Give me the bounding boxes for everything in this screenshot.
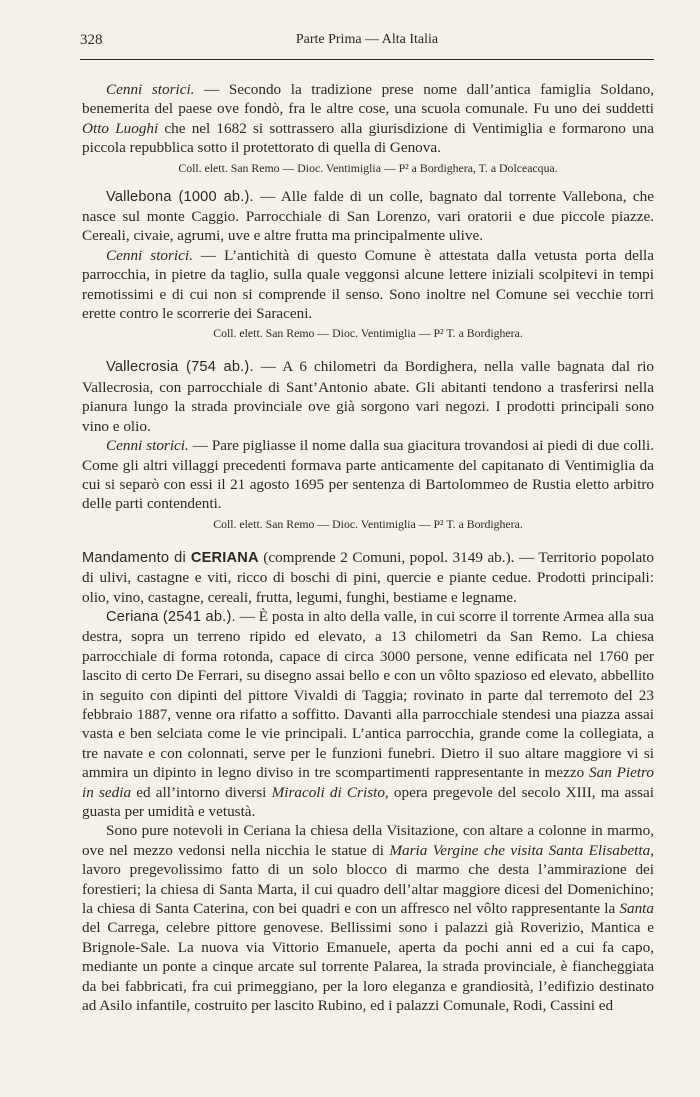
- vallecrosia-history: Cenni storici. — Pare pigliasse il nome dalla sua giacitura trovandosi ai piedi di due colli. Come gli altri villaggi precedenti formava parte anticamente del capitanato di Ventimiglia da cui si separò con essi il 21 agosto 1695 per sentenza di Bartolommeo de Rustia eletto arbitro delle parti contendenti.: [82, 437, 654, 513]
- mandamento-name: CERIANA: [190, 549, 259, 566]
- ceriana-name: Ceriana (2541 ab.).: [106, 608, 236, 625]
- header-rule: [80, 59, 654, 60]
- vallecrosia-coll: Coll. elett. San Remo — Dioc. Ventimiglia — P² T. a Bordighera.: [213, 516, 523, 531]
- soldano-history: Cenni storici. — Secondo la tradizione prese nome dall’antica famiglia Soldano, benemerita del paese ove fondò, fra le altre cose, una scuola comunale. Fu uno dei suddetti Otto Luoghi che nel 1682 si sottrassero alla giurisdizione di Ventimiglia e formarono una piccola repubblica sotto il protettorato di quella di Genova.: [82, 81, 655, 157]
- running-header: [80, 32, 654, 54]
- page-number: 328: [80, 32, 103, 48]
- vallebona-history: Cenni storici. — L’antichità di questo Comune è attestata dalla vetusta porta della parrocchia, in pietre da taglio, sulla quale veggonsi alcune lettere iniziali scolpitevi in tempi remotissimi e di cui non si comprende il senso. Sono inoltre nel Comune sei vecchie torri erette contro le scorrerie dei Saraceni.: [82, 246, 654, 323]
- vallebona-coll: Coll. elett. San Remo — Dioc. Ventimiglia — P² T. a Bordighera.: [213, 326, 523, 341]
- running-title: Parte Prima — Alta Italia: [295, 32, 439, 47]
- page-body: [82, 80, 654, 1015]
- soldano-coll: Coll. elett. San Remo — Dioc. Ventimiglia — P² a Bordighera, T. a Dolceacqua.: [178, 160, 558, 175]
- vallebona-entry: Vallebona (1000 ab.). — Alle falde di un colle, bagnato dal torrente Vallebona, che nasce sul monte Caggio. Parrocchiale di San Lorenzo, vari oratorii e due piccole piazze. Cereali, civaie, agrumi, uve e altre frutta ma principalmente ulive.: [82, 187, 654, 245]
- ceriana-notevoli: Sono pure notevoli in Ceriana la chiesa della Visitazione, con altare a colonne in marmo, ove nel mezzo vedonsi nella nicchia le statue di Maria Vergine che visita Santa Elisabetta, lavoro pregevolissimo fatto di un solo blocco di marmo che desta l’ammirazione dei forestieri; la chiesa di Santa Marta, il cui quadro dell’altar maggiore dicesi del Domenichino; la chiesa di Santa Caterina, con bei quadri e con un affresco nel vôlto rappresentante la Santa del Carrega, celebre pittore genovese. Bellissimi sono i palazzi già Roverizio, Mantica e Brignole-Sale. La nuova via Vittorio Emanuele, aperta da pochi anni ed a cui fa capo, mediante un ponte a cinque arcate sul torrente Palarea, la strada provinciale, è fiancheggiata da bei fabbricati, fra cui primeggiano, per la loro eleganza e grandiosità, l’edifizio destinato ad Asilo infantile, costruito per lascito Rubino, ed i palazzi Comunale, Rodi, Cassini ed: [82, 822, 654, 1015]
- vallecrosia-name: Vallecrosia (754 ab.).: [106, 359, 254, 376]
- mandamento-entry: Mandamento di CERIANA (comprende 2 Comuni, popol. 3149 ab.). — Territorio popolato di ulivi, castagne e viti, ricco di boschi di pini, quercie e piante cedue. Prodotti principali: olio, vino, castagne, cereali, frutta, legumi, funghi, bestiame e legname.: [82, 548, 654, 606]
- vallebona-name: Vallebona (1000 ab.).: [106, 188, 254, 205]
- ceriana-entry: Ceriana (2541 ab.). — È posta in alto della valle, in cui scorre il torrente Armea alla sua destra, sopra un terreno ripido ed elevato, a 13 chilometri da San Remo. La chiesa parrocchiale di forma rotonda, capace di circa 3000 persone, venne edificata nel 1760 per lascito di certo De Ferrari, su disegno assai bello e con un vôlto spazioso ed elevato, abbellito in seguito con dipinti del pittore Vivaldi di Taggia; rovinato in parte dal terremoto del 23 febbraio 1887, venne ora rifatto a soffitto. Davanti alla parrocchiale stendesi una piazza assai vasta e ben selciata come le vie principali. L’antica parrocchia, grande come la collegiata, a tre navate e con colonnati, serve per le funzioni funebri. Dietro il suo altare maggiore vi si ammira un dipinto in legno diviso in tre scompartimenti rappresentante in mezzo San Pietro in sedia ed all’intorno diversi Miracoli di Cristo, opera pregevole del secolo XIII, ma assai guasta per umidità e vetustà.: [82, 607, 655, 820]
- vallecrosia-entry: Vallecrosia (754 ab.). — A 6 chilometri da Bordighera, nella valle bagnata dal rio Vallecrosia, con parrocchiale di Sant’Antonio abate. Gli abitanti tendono a trasferirsi nella pianura lungo la strada provinciale ove già sorgono vari negozi. I prodotti principali sono vino e olio.: [82, 358, 655, 435]
